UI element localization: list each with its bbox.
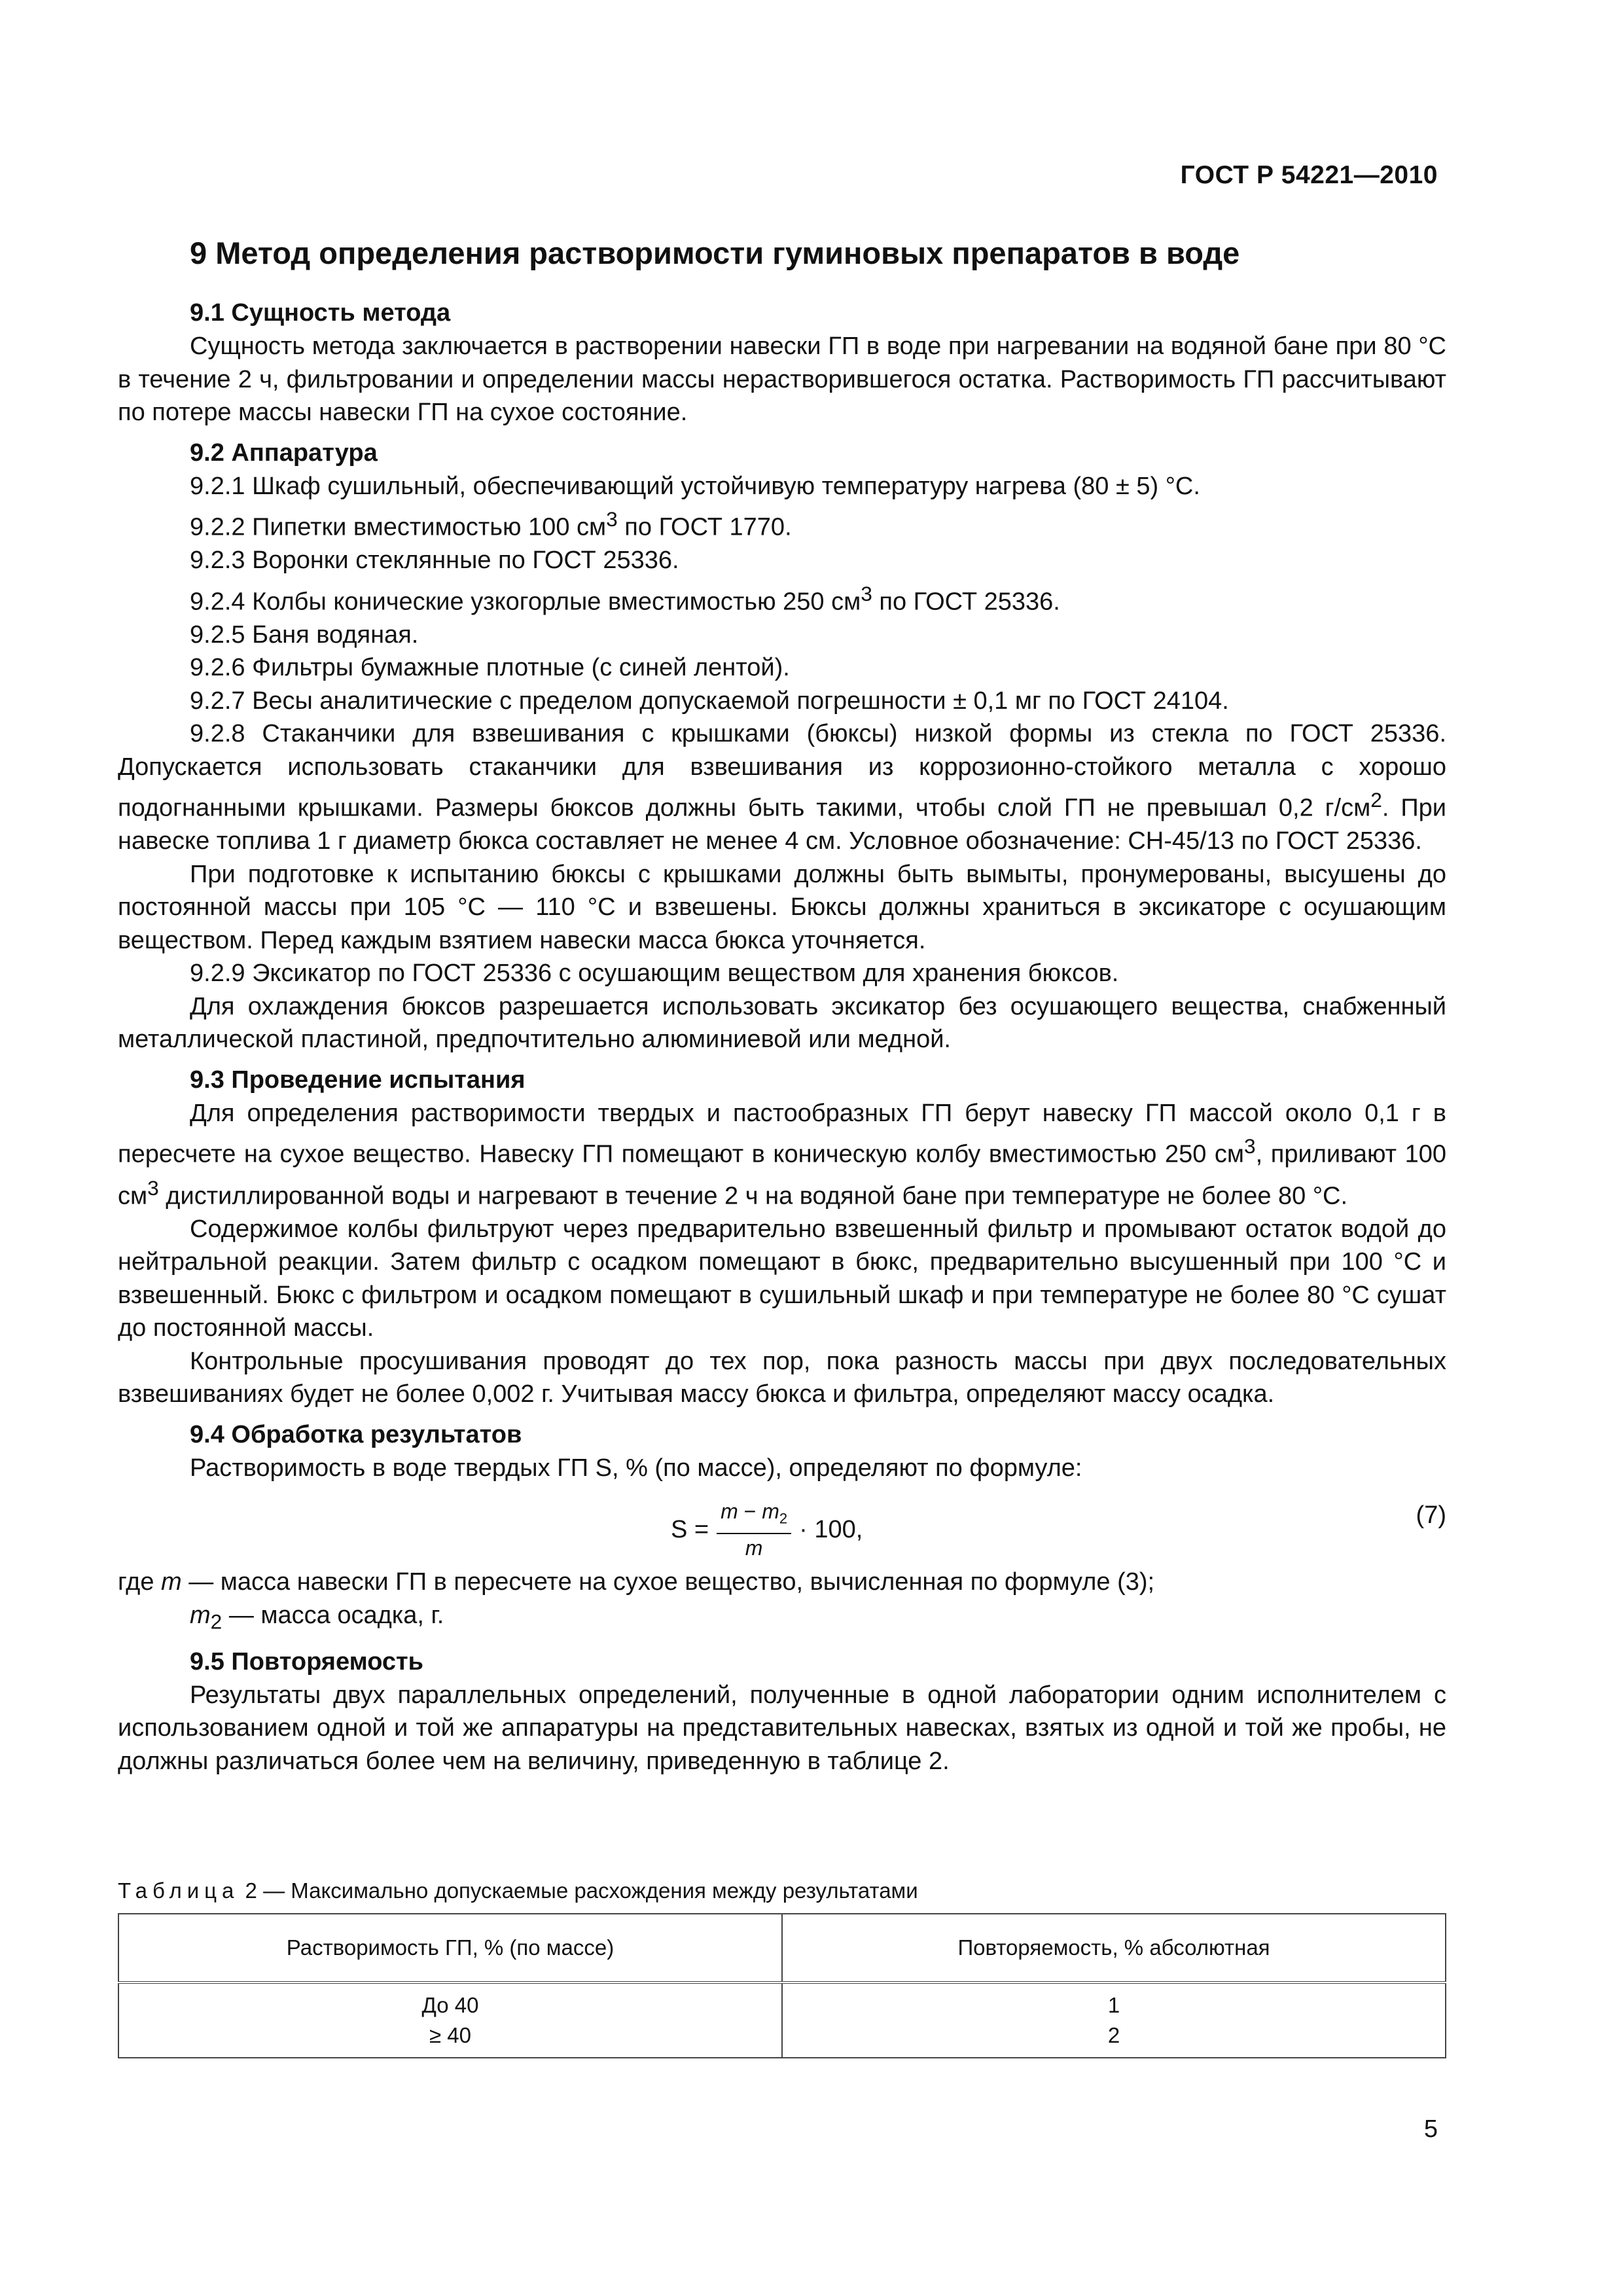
paragraph-9-3-3: Контрольные просушивания проводят до тех пор, пока разность массы при двух последовательных взвешиваниях будет не более 0,002 г. Учитывая массу бюкса и фильтра, определяют массу осадка. (118, 1347, 1446, 1408)
paragraph-9-2-8-prep: При подготовке к испытанию бюксы с крышками должны быть вымыты, пронумерованы, высушены до постоянной массы при 105 °С — 110 °С и взвешены. Бюксы должны храниться в эксикаторе с осушающим веществом. Перед каждым взятием навески масса бюкса уточняется. (118, 860, 1446, 954)
item-9-2-1: 9.2.1 Шкаф сушильный, обеспечивающий устойчивую температуру нагрева (80 ± 5) °С. (190, 472, 1200, 500)
subsection-title-9-5: 9.5 Повторяемость (190, 1647, 424, 1676)
table-header-cell: Повторяемость, % абсолютная (782, 1914, 1446, 1982)
formula-fraction (717, 1499, 791, 1560)
table-cell: До 40 ≥ 40 (118, 1982, 782, 2058)
subsection-title-9-3: 9.3 Проведение испытания (190, 1066, 526, 1094)
item-9-2-4: 9.2.4 Колбы конические узкогорлые вместимостью 250 $см^3$ по ГОСТ 25336. (190, 581, 1060, 616)
subsection-title-9-1: 9.1 Сущность метода (190, 299, 451, 327)
where-line-m: где m — масса навески ГП в пересчете на сухое вещество, вычисленная по формуле (3); (118, 1568, 1155, 1596)
item-9-2-6: 9.2.6 Фильтры бумажные плотные (с синей лентой). (190, 654, 790, 682)
table-caption: Таблица 2 — Максимально допускаемые расхождения между результатами (118, 1878, 918, 1903)
equation-number: (7) (1416, 1501, 1446, 1530)
formula-numerator: $m - m_2$ (717, 1499, 791, 1534)
subsection-title-9-2: 9.2 Аппаратура (190, 439, 378, 467)
paragraph-9-2-9-note: Для охлаждения бюксов разрешается использовать эксикатор без осушающего вещества, снабженный металлической пластиной, предпочтительно алюминиевой или медной. (118, 992, 1446, 1054)
item-9-2-3: 9.2.3 Воронки стеклянные по ГОСТ 25336. (190, 547, 679, 575)
document-body (118, 230, 1446, 1778)
document-header: ГОСТ Р 54221—2010 (1180, 161, 1438, 189)
paragraph-9-5: Результаты двух параллельных определений, полученные в одной лаборатории одним исполнителем с использованием одной и той же аппаратуры на представительных навесках, взятых из одной и той же пробы, не должны различаться более чем на величину, приведенную в таблице 2. (118, 1681, 1446, 1775)
formula-denominator: m (745, 1535, 763, 1560)
item-9-2-5: 9.2.5 Баня водяная. (190, 620, 419, 649)
paragraph-9-3-2: Содержимое колбы фильтруют через предварительно взвешенный фильтр и промывают остаток водой до нейтральной реакции. Затем фильтр с осадком помещают в бюкс, предварительно высушенный при 100 °С и взвешенный. Бюкс с фильтром и осадком помещают в сушильный шкаф и при температуре не более 80 °С сушат до постоянной массы. (118, 1215, 1446, 1342)
table-cell: 1 2 (782, 1982, 1446, 2058)
item-9-2-7: 9.2.7 Весы аналитические с пределом допускаемой погрешности ± 0,1 мг по ГОСТ 24104. (190, 687, 1229, 715)
subsection-title-9-4: 9.4 Обработка результатов (190, 1420, 522, 1448)
where-line-m2: $m_2$ — масса осадка, г. (190, 1601, 444, 1634)
repeatability-table (118, 1913, 1446, 2058)
table-header-row (118, 1914, 1446, 1982)
item-9-2-2: 9.2.2 Пипетки вместимостью 100 $см^3$ по ГОСТ 1770. (190, 507, 792, 541)
paragraph-9-4-intro: Растворимость в воде твердых ГП S, % (по массе), определяют по формуле: (190, 1454, 1082, 1482)
item-9-2-9: 9.2.9 Эксикатор по ГОСТ 25336 с осушающим веществом для хранения бюксов. (190, 960, 1119, 988)
table-row (118, 1982, 1446, 2058)
item-9-2-8: 9.2.8 Стаканчики для взвешивания с крышками (бюксы) низкой формы из стекла по ГОСТ 25336. Допускается использовать стаканчики для взвешивания из коррозионно-стойкого металла с хорошо подогнанными крышками. Размеры бюксов должны быть такими, чтобы слой ГП не превышал 0,2 $г/см^2$. При навеске топлива 1 г диаметр бюкса составляет не менее 4 см. Условное обозначение: СН-45/13 по ГОСТ 25336. (118, 720, 1446, 855)
formula-expression (671, 1499, 863, 1560)
formula-7 (118, 1490, 1446, 1560)
page-number: 5 (1423, 2115, 1438, 2143)
formula-rhs: · 100, (799, 1515, 863, 1543)
paragraph-9-1: Сущность метода заключается в растворении навески ГП в воде при нагревании на водяной бане при 80 °С в течение 2 ч, фильтровании и определении массы нерастворившегося остатка. Растворимость ГП рассчитывают по потере массы навески ГП на сухое состояние. (118, 332, 1446, 426)
table-header-cell: Растворимость ГП, % (по массе) (118, 1914, 782, 1982)
formula-lhs: S = (671, 1515, 709, 1543)
paragraph-9-3-1: Для определения растворимости твердых и пастообразных ГП берут навеску ГП массой около 0,1 г в пересчете на сухое вещество. Навеску ГП помещают в коническую колбу вместимостью 250 $см^3$, приливают 100 $см^3$ дистиллированной воды и нагревают в течение 2 ч на водяной бане при температуре не более 80 °С. (118, 1099, 1447, 1210)
section-title: 9 Метод определения растворимости гуминовых препаратов в воде (190, 236, 1240, 270)
